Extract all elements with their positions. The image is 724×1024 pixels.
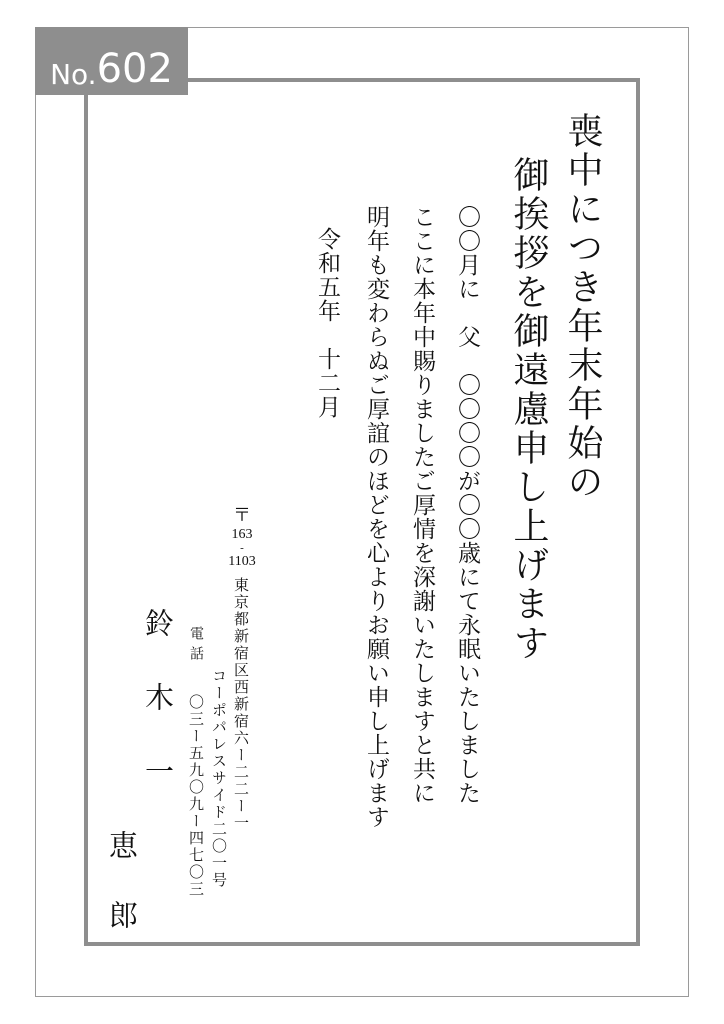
badge-number: 602 — [96, 46, 173, 92]
postal-code-second: 1103 — [228, 554, 256, 569]
sender-given-name: 恵 郎 — [105, 830, 139, 935]
phone-number: 〇三ー五九〇九ー四七〇三 — [187, 694, 205, 898]
sender-family-name: 鈴 木 一 — [141, 608, 175, 793]
postal-code-first: 163 — [231, 527, 253, 542]
body-line-2: ここに本年中賜りましたご厚情を深謝いたしますと共に — [409, 205, 435, 805]
postal-code-separator: - — [240, 542, 244, 554]
template-number-badge — [35, 27, 188, 95]
body-line-1: 〇〇月に 父 〇〇〇〇が〇〇歳にて永眠いたしました — [454, 205, 480, 805]
body-line-3: 明年も変わらぬご厚誼のほどを心よりお願い申し上げます — [363, 205, 389, 829]
postal-mark: 〒 — [233, 505, 251, 525]
heading-line-1: 喪中につき年末年始の — [562, 112, 603, 502]
address-line-1: 東京都新宿区西新宿六ー二二ー一 — [232, 577, 250, 832]
date-line: 令和五年 十二月 — [314, 227, 340, 419]
address-line-2: コーポパレスサイド二〇一号 — [210, 668, 228, 889]
badge-prefix: No. — [50, 58, 97, 91]
heading-line-2: 御挨拶を御遠慮申し上げます — [508, 156, 549, 663]
phone-label: 電話 — [188, 626, 204, 666]
postal-code-block — [226, 506, 258, 569]
card-inner-frame — [84, 78, 640, 946]
